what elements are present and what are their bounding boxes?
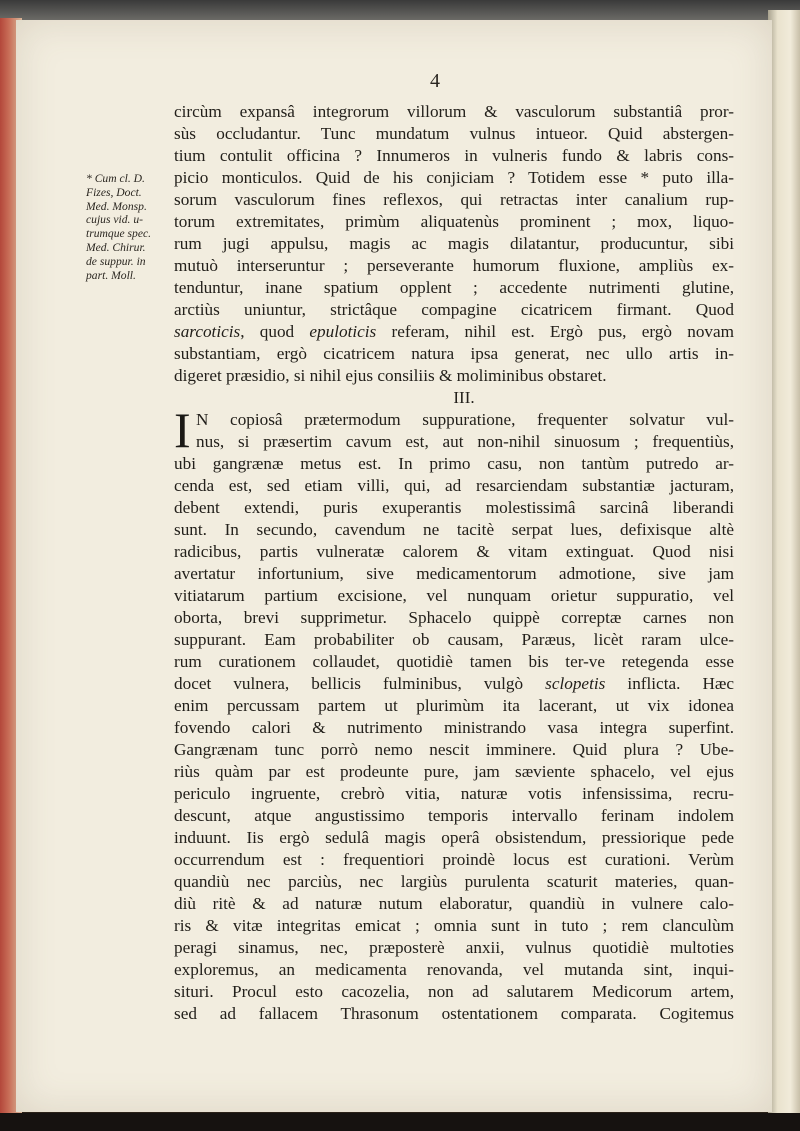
- text-line: arctiùs uniuntur, strictâque compagine cicatricem firmant. Quod: [174, 300, 734, 319]
- book-right-page-edge: [768, 10, 800, 1131]
- body-text: [174, 101, 734, 1025]
- text-fragment: referam, nihil est. Ergò pus, ergò novam: [376, 322, 735, 341]
- text-line-italics: [174, 321, 734, 343]
- text-line: occurrendum est : frequentiori proindè locus est curationi. Verùm: [174, 850, 734, 869]
- margin-note-line: part. Moll.: [86, 268, 136, 282]
- margin-note-line: de suppur. in: [86, 254, 146, 268]
- text-line: sed ad fallacem Thrasonum ostentationem comparata. Cogitemus: [174, 1004, 734, 1023]
- margin-note-line: trumque spec.: [86, 227, 152, 241]
- text-line: sunt. In secundo, cavendum ne tacitè serpat lues, defixisque altè: [174, 520, 734, 539]
- text-line: digeret præsidio, si nihil ejus consiliis & moliminibus obstaret.: [174, 366, 607, 385]
- text-line: fovendo calori & nutrimento ministrando vasa integra superfint.: [174, 718, 734, 737]
- margin-note-line: Med. Monsp.: [86, 199, 147, 213]
- text-line: nus, si præsertim cavum est, aut non-nihil sinuosum ; frequentiùs,: [196, 432, 734, 451]
- italic-term: sarcoticis: [174, 322, 241, 341]
- margin-note: [86, 172, 164, 282]
- text-line: riùs quàm par est prodeunte pure, jam sæviente sphacelo, vel ejus: [174, 762, 734, 781]
- margin-note-line: cujus vid. u-: [86, 213, 143, 227]
- text-line: rum curationem collaudet, quotidiè tamen bis ter-ve retegenda esse: [174, 652, 734, 671]
- text-line: picio monticulos. Quid de his conjiciam ? Totidem esse * puto illa-: [174, 168, 734, 187]
- margin-note-line: * Cum cl. D.: [86, 172, 145, 185]
- text-line: exploremus, an medicamenta renovanda, vel mutanda sint, inqui-: [174, 960, 734, 979]
- text-line: suppurant. Eam probabiliter ob causam, Paræus, licèt raram ulce-: [174, 630, 734, 649]
- text-line: circùm expansâ integrorum villorum & vasculorum substantiâ pror-: [174, 102, 734, 121]
- text-line: sùs occludantur. Tunc mundatum vulnus intueor. Quid abstergen-: [174, 124, 734, 143]
- text-line: peragi sinamus, nec, præposterè anxii, vulnus quotidiè multoties: [174, 938, 734, 957]
- text-line: situri. Procul esto cacozelia, non ad salutarem Medicorum artem,: [174, 982, 734, 1001]
- text-line: ris & vitæ integritas emicat ; omnia sunt in tuto ; rem clanculùm: [174, 916, 734, 935]
- text-line: avertatur infortunium, sive medicamentorum admotione, sive jam: [174, 564, 734, 583]
- text-fragment: , quod: [240, 322, 310, 341]
- page-number: 4: [430, 70, 440, 92]
- text-line: cenda est, sed etiam villi, qui, ad resarciendam substantiæ jacturam,: [174, 476, 734, 495]
- text-line: descunt, atque angustissimo temporis intervallo ferinam indolem: [174, 806, 734, 825]
- text-line: rum jugi appulsu, magis ac magis dilatantur, producuntur, sibi: [174, 234, 734, 253]
- text-line: enim percussam partem ut plurimùm ita lacerant, ut vix idonea: [174, 696, 734, 715]
- text-line: torum extremitates, primùm aliquatenùs prominent ; mox, liquo-: [174, 212, 734, 231]
- text-line: substantiam, ergò cicatricem natura ipsa generat, nec ullo artis in-: [174, 344, 734, 363]
- drop-cap-paragraph-start: [174, 402, 734, 458]
- text-line: sorum vasculorum fines reflexos, qui retractas inter canalium rup-: [174, 190, 734, 209]
- text-line: tenduntur, inane spatium opplent ; accedente nutrimenti glutine,: [174, 278, 734, 297]
- text-line: periculo ingruente, crebrò vitia, naturæ votis infensissima, recru-: [174, 784, 734, 803]
- text-line: debent extendi, puris exuperantis molestissimâ sarcinâ liberandi: [174, 498, 734, 517]
- text-line: Gangrænam tunc porrò nemo nescit imminere. Quid plura ? Ube-: [174, 740, 734, 759]
- text-line: mutuò interseruntur ; perseverante humorum fluxione, ampliùs ex-: [174, 256, 734, 275]
- book-top-shadow: [0, 0, 800, 20]
- text-line: tium contulit officina ? Innumeros in vulneris fundo & labris cons-: [174, 146, 734, 165]
- text-line: vitiatarum partium excisione, vel nunquam orietur suppuratio, vel: [174, 586, 734, 605]
- text-line: quandiù nec parciùs, nec largiùs purulenta scaturit materies, quan-: [174, 872, 734, 891]
- text-fragment: inflicta. Hæc: [605, 674, 734, 693]
- text-line: N copiosâ prætermodum suppuratione, frequenter solvatur vul-: [196, 410, 734, 429]
- text-line: oborta, brevi supprimetur. Sphacelo quippè correptæ carnes non: [174, 608, 734, 627]
- italic-term: sclopetis: [545, 674, 606, 693]
- book-bottom-edge: [0, 1113, 800, 1131]
- section-number: III.: [453, 388, 475, 407]
- margin-note-line: Med. Chirur.: [86, 240, 146, 254]
- text-line: induunt. Iis ergò sedulâ magis operâ obsistendum, pressiorique pede: [174, 828, 734, 847]
- italic-term: epuloticis: [309, 322, 377, 341]
- text-fragment: docet vulnera, bellicis fulminibus, vulgò: [174, 674, 546, 693]
- text-line-italics: [174, 673, 734, 695]
- margin-note-line: Fizes, Doct.: [86, 185, 142, 199]
- drop-cap: I: [174, 402, 191, 458]
- text-line: radicibus, partis vulneratæ calorem & vitam extinguat. Quod nisi: [174, 542, 734, 561]
- text-line: diù ritè & ad naturæ nutum elaboratur, quandiù in vulnere calo-: [174, 894, 734, 913]
- text-line: ubi gangrænæ metus est. In primo casu, non tantùm putredo ar-: [174, 454, 734, 473]
